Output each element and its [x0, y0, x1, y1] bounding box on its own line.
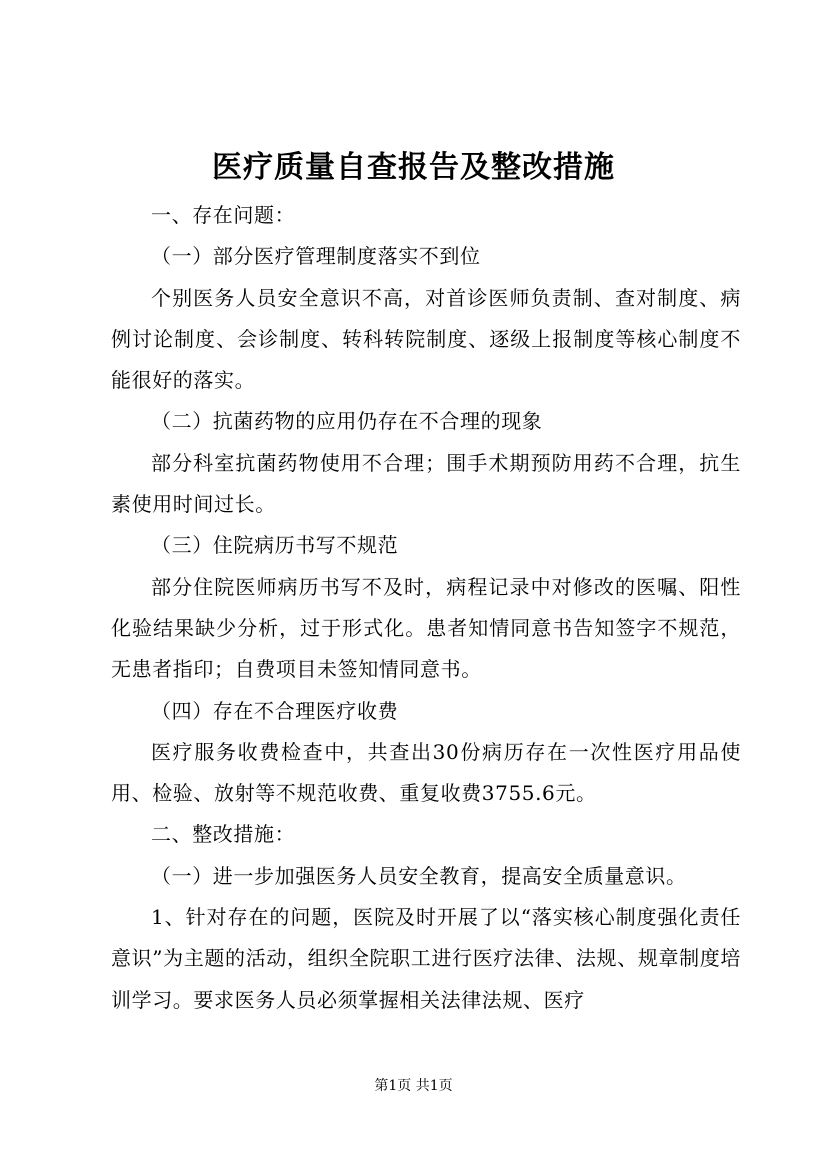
subheading-antibiotics: （二）抗菌药物的应用仍存在不合理的现象 — [151, 409, 543, 434]
page-footer: 第1页 共1页 — [374, 1078, 453, 1094]
paragraph-safety-education: 1、针对存在的问题，医院及时开展了以“落实核心制度强化责任意识”为主题的活动，组织全院职工进行医疗法律、法规、规章制度培训学习。要求医务人员必须掌握相关法律法规、医疗 — [111, 905, 741, 1012]
subheading-medical-records: （三）住院病历书写不规范 — [151, 533, 399, 558]
document-body — [111, 195, 741, 1021]
subheading-management-system: （一）部分医疗管理制度落实不到位 — [151, 244, 481, 269]
paragraph-antibiotics: 部分科室抗菌药物使用不合理；围手术期预防用药不合理，抗生素使用时间过长。 — [111, 450, 741, 517]
document-title: 医疗质量自查报告及整改措施 — [212, 150, 615, 185]
subheading-safety-education: （一）进一步加强医务人员安全教育，提高安全质量意识。 — [151, 863, 687, 888]
paragraph-management-system: 个别医务人员安全意识不高，对首诊医师负责制、查对制度、病例讨论制度、会诊制度、转科转院制度、逐级上报制度等核心制度不能很好的落实。 — [111, 285, 741, 393]
subheading-fees: （四）存在不合理医疗收费 — [151, 698, 399, 723]
paragraph-fees: 医疗服务收费检查中，共查出30份病历存在一次性医疗用品使用、检验、放射等不规范收费、重复收费3755.6元。 — [111, 739, 741, 806]
section-heading-problems: 一、存在问题： — [151, 203, 296, 227]
paragraph-medical-records: 部分住院医师病历书写不及时，病程记录中对修改的医嘱、阳性化验结果缺少分析，过于形式化。患者知情同意书告知签字不规范，无患者指印；自费项目未签知情同意书。 — [111, 574, 741, 682]
section-heading-measures: 二、整改措施： — [151, 822, 296, 847]
